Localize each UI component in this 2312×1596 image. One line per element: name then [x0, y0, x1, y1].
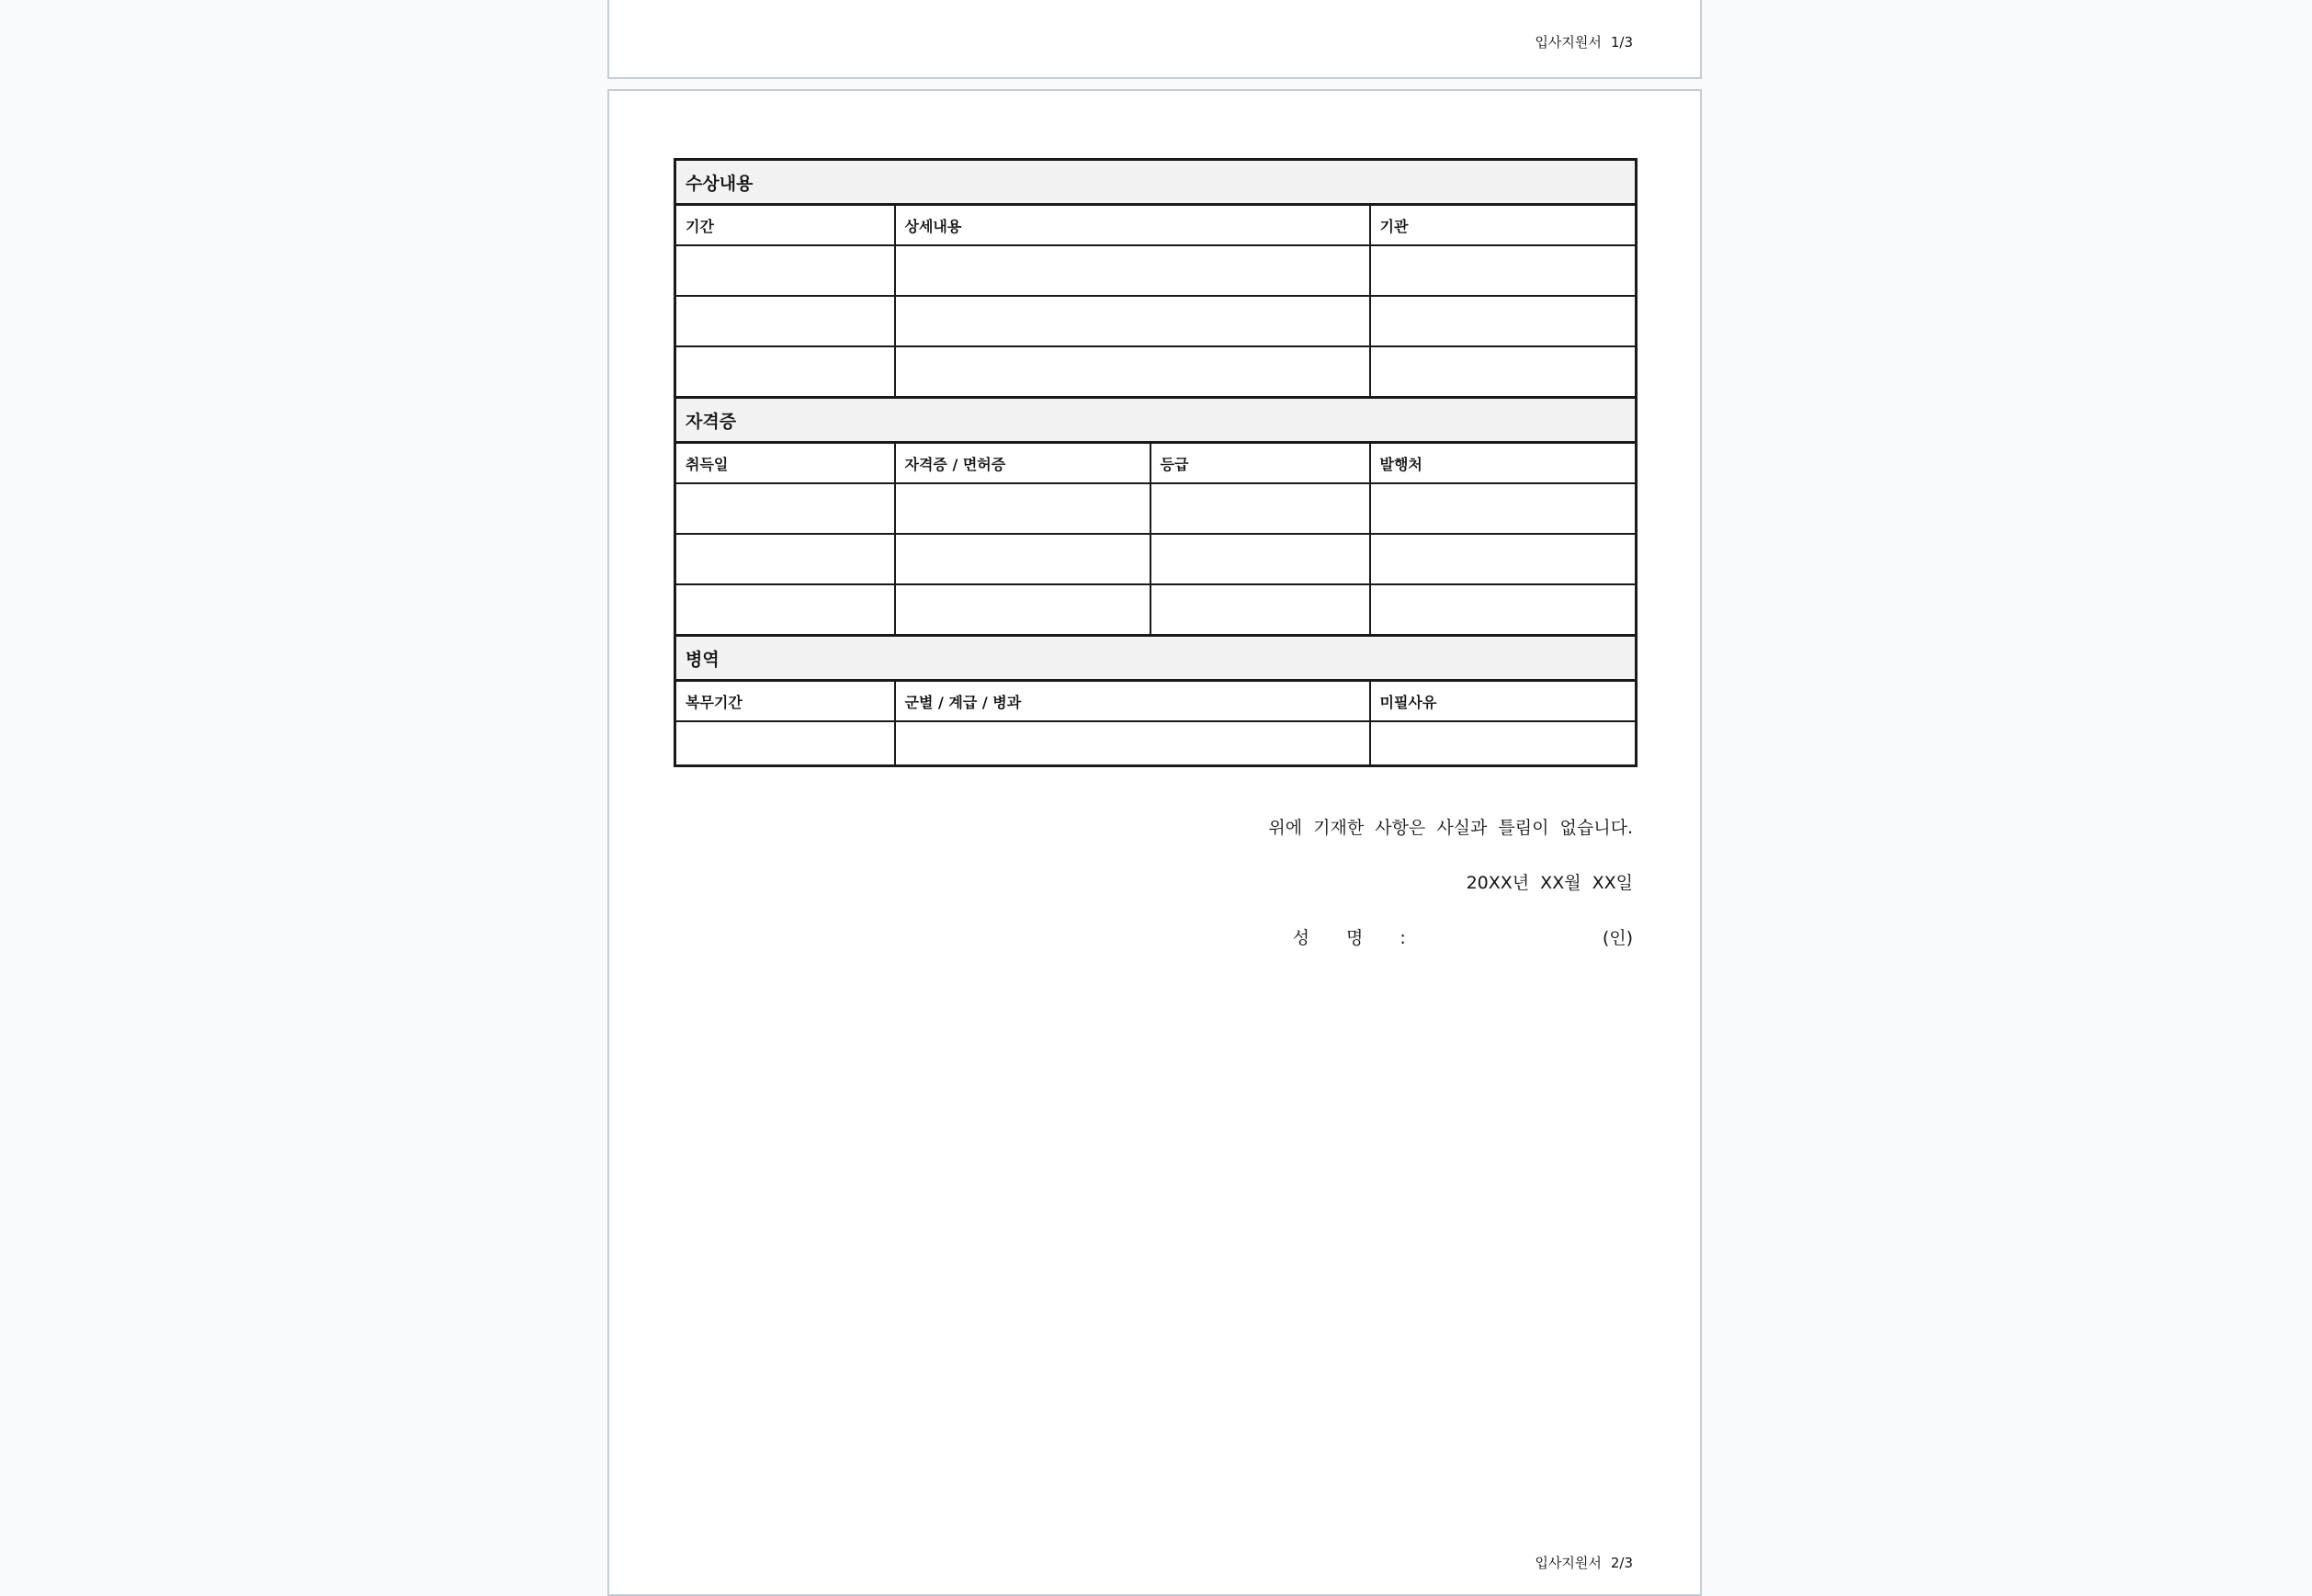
awards-detail-header: 상세내용 [895, 205, 1370, 246]
awards-section-title: 수상내용 [675, 160, 1637, 205]
certificates-section-header [675, 398, 1637, 443]
awards-detail-cell[interactable] [895, 346, 1370, 398]
military-section-header [675, 636, 1637, 681]
page-footer [1535, 32, 1633, 51]
certificates-row-1 [675, 483, 1637, 534]
awards-detail-cell[interactable] [895, 245, 1370, 296]
certificates-header-row [675, 443, 1637, 484]
awards-org-cell[interactable] [1370, 245, 1637, 296]
footer-page-number: 2/3 [1610, 1555, 1633, 1571]
cert-grade-cell[interactable] [1150, 483, 1370, 534]
awards-org-cell[interactable] [1370, 296, 1637, 346]
cert-name-cell[interactable] [895, 483, 1150, 534]
awards-org-cell[interactable] [1370, 346, 1637, 398]
certificates-section-title: 자격증 [675, 398, 1637, 443]
military-exemption-cell[interactable] [1370, 721, 1637, 766]
awards-row-3 [675, 346, 1637, 398]
cert-name-cell[interactable] [895, 534, 1150, 584]
certificates-row-3 [675, 584, 1637, 636]
awards-row-2 [675, 296, 1637, 346]
footer-doc-name: 입사지원서 [1535, 1555, 1602, 1571]
awards-period-cell[interactable] [675, 245, 895, 296]
awards-header-row [675, 205, 1637, 246]
seal-mark: (인) [1602, 928, 1633, 948]
application-form-table [674, 158, 1638, 767]
military-branch-header: 군별 / 계급 / 병과 [895, 681, 1370, 722]
cert-issuer-cell[interactable] [1370, 483, 1637, 534]
cert-grade-cell[interactable] [1150, 534, 1370, 584]
cert-date-cell[interactable] [675, 534, 895, 584]
certificates-row-2 [675, 534, 1637, 584]
signature-label: 성 명 : [1292, 928, 1419, 948]
cert-name-cell[interactable] [895, 584, 1150, 636]
cert-name-header: 자격증 / 면허증 [895, 443, 1150, 484]
awards-period-cell[interactable] [675, 346, 895, 398]
military-section-title: 병역 [675, 636, 1637, 681]
document-page-2 [607, 89, 1702, 1596]
footer-doc-name: 입사지원서 [1535, 34, 1602, 51]
awards-period-cell[interactable] [675, 296, 895, 346]
awards-section-header [675, 160, 1637, 205]
signature-line [1293, 924, 1633, 949]
awards-org-header: 기관 [1370, 205, 1637, 246]
cert-date-cell[interactable] [675, 584, 895, 636]
date-line: 20XX년 XX월 XX일 [1466, 873, 1633, 893]
military-header-row [675, 681, 1637, 722]
awards-detail-cell[interactable] [895, 296, 1370, 346]
cert-issuer-cell[interactable] [1370, 534, 1637, 584]
military-period-header: 복무기간 [675, 681, 895, 722]
military-branch-cell[interactable] [895, 721, 1370, 766]
military-row-1 [675, 721, 1637, 766]
footer-page-number: 1/3 [1610, 34, 1633, 51]
military-period-cell[interactable] [675, 721, 895, 766]
cert-issuer-header: 발행처 [1370, 443, 1637, 484]
awards-period-header: 기간 [675, 205, 895, 246]
cert-date-cell[interactable] [675, 483, 895, 534]
awards-row-1 [675, 245, 1637, 296]
cert-issuer-cell[interactable] [1370, 584, 1637, 636]
cert-date-header: 취득일 [675, 443, 895, 484]
cert-grade-header: 등급 [1150, 443, 1370, 484]
document-page-1 [607, 0, 1702, 79]
declaration-text: 위에 기재한 사항은 사실과 틀림이 없습니다. [1268, 818, 1633, 838]
military-exemption-header: 미필사유 [1370, 681, 1637, 722]
cert-grade-cell[interactable] [1150, 584, 1370, 636]
page-footer [1535, 1553, 1633, 1572]
